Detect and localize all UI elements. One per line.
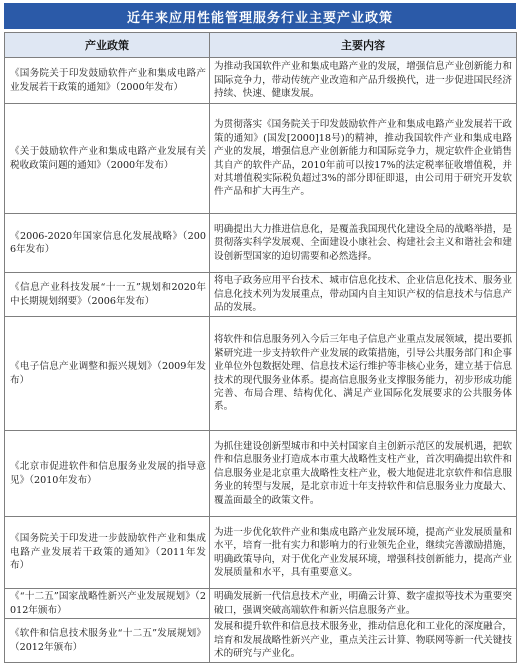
- table-row: [5, 431, 517, 517]
- policy-cell: 《关于鼓励软件产业和集成电路产业发展有关税收政策问题的通知》（2000年发布）: [5, 104, 210, 214]
- policy-cell: 《软件和信息技术服务业“十二五”发展规划》（2012年颁布）: [5, 619, 210, 663]
- page-title: 近年来应用性能管理服务行业主要产业政策: [4, 3, 516, 29]
- policy-cell: 《2006-2020年国家信息化发展战略》（2006年发布）: [5, 214, 210, 273]
- table-row: [5, 214, 517, 273]
- policy-table: [4, 32, 517, 663]
- page: [4, 3, 516, 663]
- table-row: [5, 273, 517, 317]
- policy-cell: 《“十二五”国家战略性新兴产业发展规划》（2012年颁布）: [5, 589, 210, 619]
- column-header-policy: 产业政策: [5, 33, 210, 58]
- policy-cell: 《北京市促进软件和信息服务业发展的指导意见》（2010年发布）: [5, 431, 210, 517]
- content-cell: 为抓住建设创新型城市和中关村国家自主创新示范区的发展机遇，把软件和信息服务业打造成本市重大战略性支柱产业，首次明确提出软件和信息服务业是北京重大战略性支柱产业，极大地促进北京软件和信息服务业的转型与发展，是北京市近十年支持软件和信息服务业力度最大、覆盖面最全的政策文件。: [210, 431, 517, 517]
- table-row: [5, 589, 517, 619]
- policy-cell: 《信息产业科技发展“十一五”规划和2020年中长期规划纲要》（2006年发布）: [5, 273, 210, 317]
- table-row: [5, 104, 517, 214]
- content-cell: 发展和提升软件和信息技术服务业，推动信息化和工业化的深度融合，培育和发展战略性新兴产业，重点关注云计算、物联网等新一代关键技术的研究与产业化。: [210, 619, 517, 663]
- table-header-row: [5, 33, 517, 58]
- policy-cell: 《电子信息产业调整和振兴规划》（2009年发布）: [5, 317, 210, 431]
- content-cell: 为进一步优化软件产业和集成电路产业发展环境，提高产业发展质量和水平，培育一批有实力和影响力的行业领先企业，继续完善激励措施，明确政策导向，对于优化产业发展环境，增强科技创新能力，提高产业发展质量和水平，具有重要意义。: [210, 517, 517, 589]
- table-row: [5, 317, 517, 431]
- table-row: [5, 58, 517, 104]
- content-cell: 明确提出大力推进信息化，是覆盖我国现代化建设全局的战略举措，是贯彻落实科学发展观、全面建设小康社会、构建社会主义和谐社会和建设创新型国家的迫切需要和必然选择。: [210, 214, 517, 273]
- column-header-content: 主要内容: [210, 33, 517, 58]
- table-row: [5, 517, 517, 589]
- content-cell: 为贯彻落实《国务院关于印发鼓励软件产业和集成电路产业发展若干政策的通知》(国发[2000]18号)的精神，推动我国软件产业和集成电路产业的发展，增强信息产业创新能力和国际竞争力，规定软件企业销售其自产的软件产品，2010年前可以按17%的法定税率征收增值税，并对其增值税实际税负超过3%的部分即征即退，由公司用于研究开发软件产品和扩大再生产。: [210, 104, 517, 214]
- policy-cell: 《国务院关于印发进一步鼓励软件产业和集成电路产业发展若干政策的通知》（2011年发布）: [5, 517, 210, 589]
- content-cell: 将电子政务应用平台技术、城市信息化技术、企业信息化技术、服务业信息化技术列为发展重点，带动国内自主知识产权的信息技术与信息产品的发展。: [210, 273, 517, 317]
- content-cell: 明确发展新一代信息技术产业，明确云计算、数字虚拟等技术为重要突破口，强调突破高端软件和新兴信息服务产业。: [210, 589, 517, 619]
- content-cell: 将软件和信息服务列入今后三年电子信息产业重点发展领域，提出要抓紧研究进一步支持软件产业发展的政策措施，引导公共服务部门和企事业单位外包数据处理、信息技术运行维护等非核心业务，建立基于信息技术的现代服务业体系。提高信息服务业支撑服务能力，初步形成功能完善、布局合理、结构优化、满足产业国际化发展要求的公共服务体系。: [210, 317, 517, 431]
- content-cell: 为推动我国软件产业和集成电路产业的发展，增强信息产业创新能力和国际竞争力，带动传统产业改造和产品升级换代，进一步促进国民经济持续、快速、健康发展。: [210, 58, 517, 104]
- policy-cell: 《国务院关于印发鼓励软件产业和集成电路产业发展若干政策的通知》（2000年发布）: [5, 58, 210, 104]
- table-row: [5, 619, 517, 663]
